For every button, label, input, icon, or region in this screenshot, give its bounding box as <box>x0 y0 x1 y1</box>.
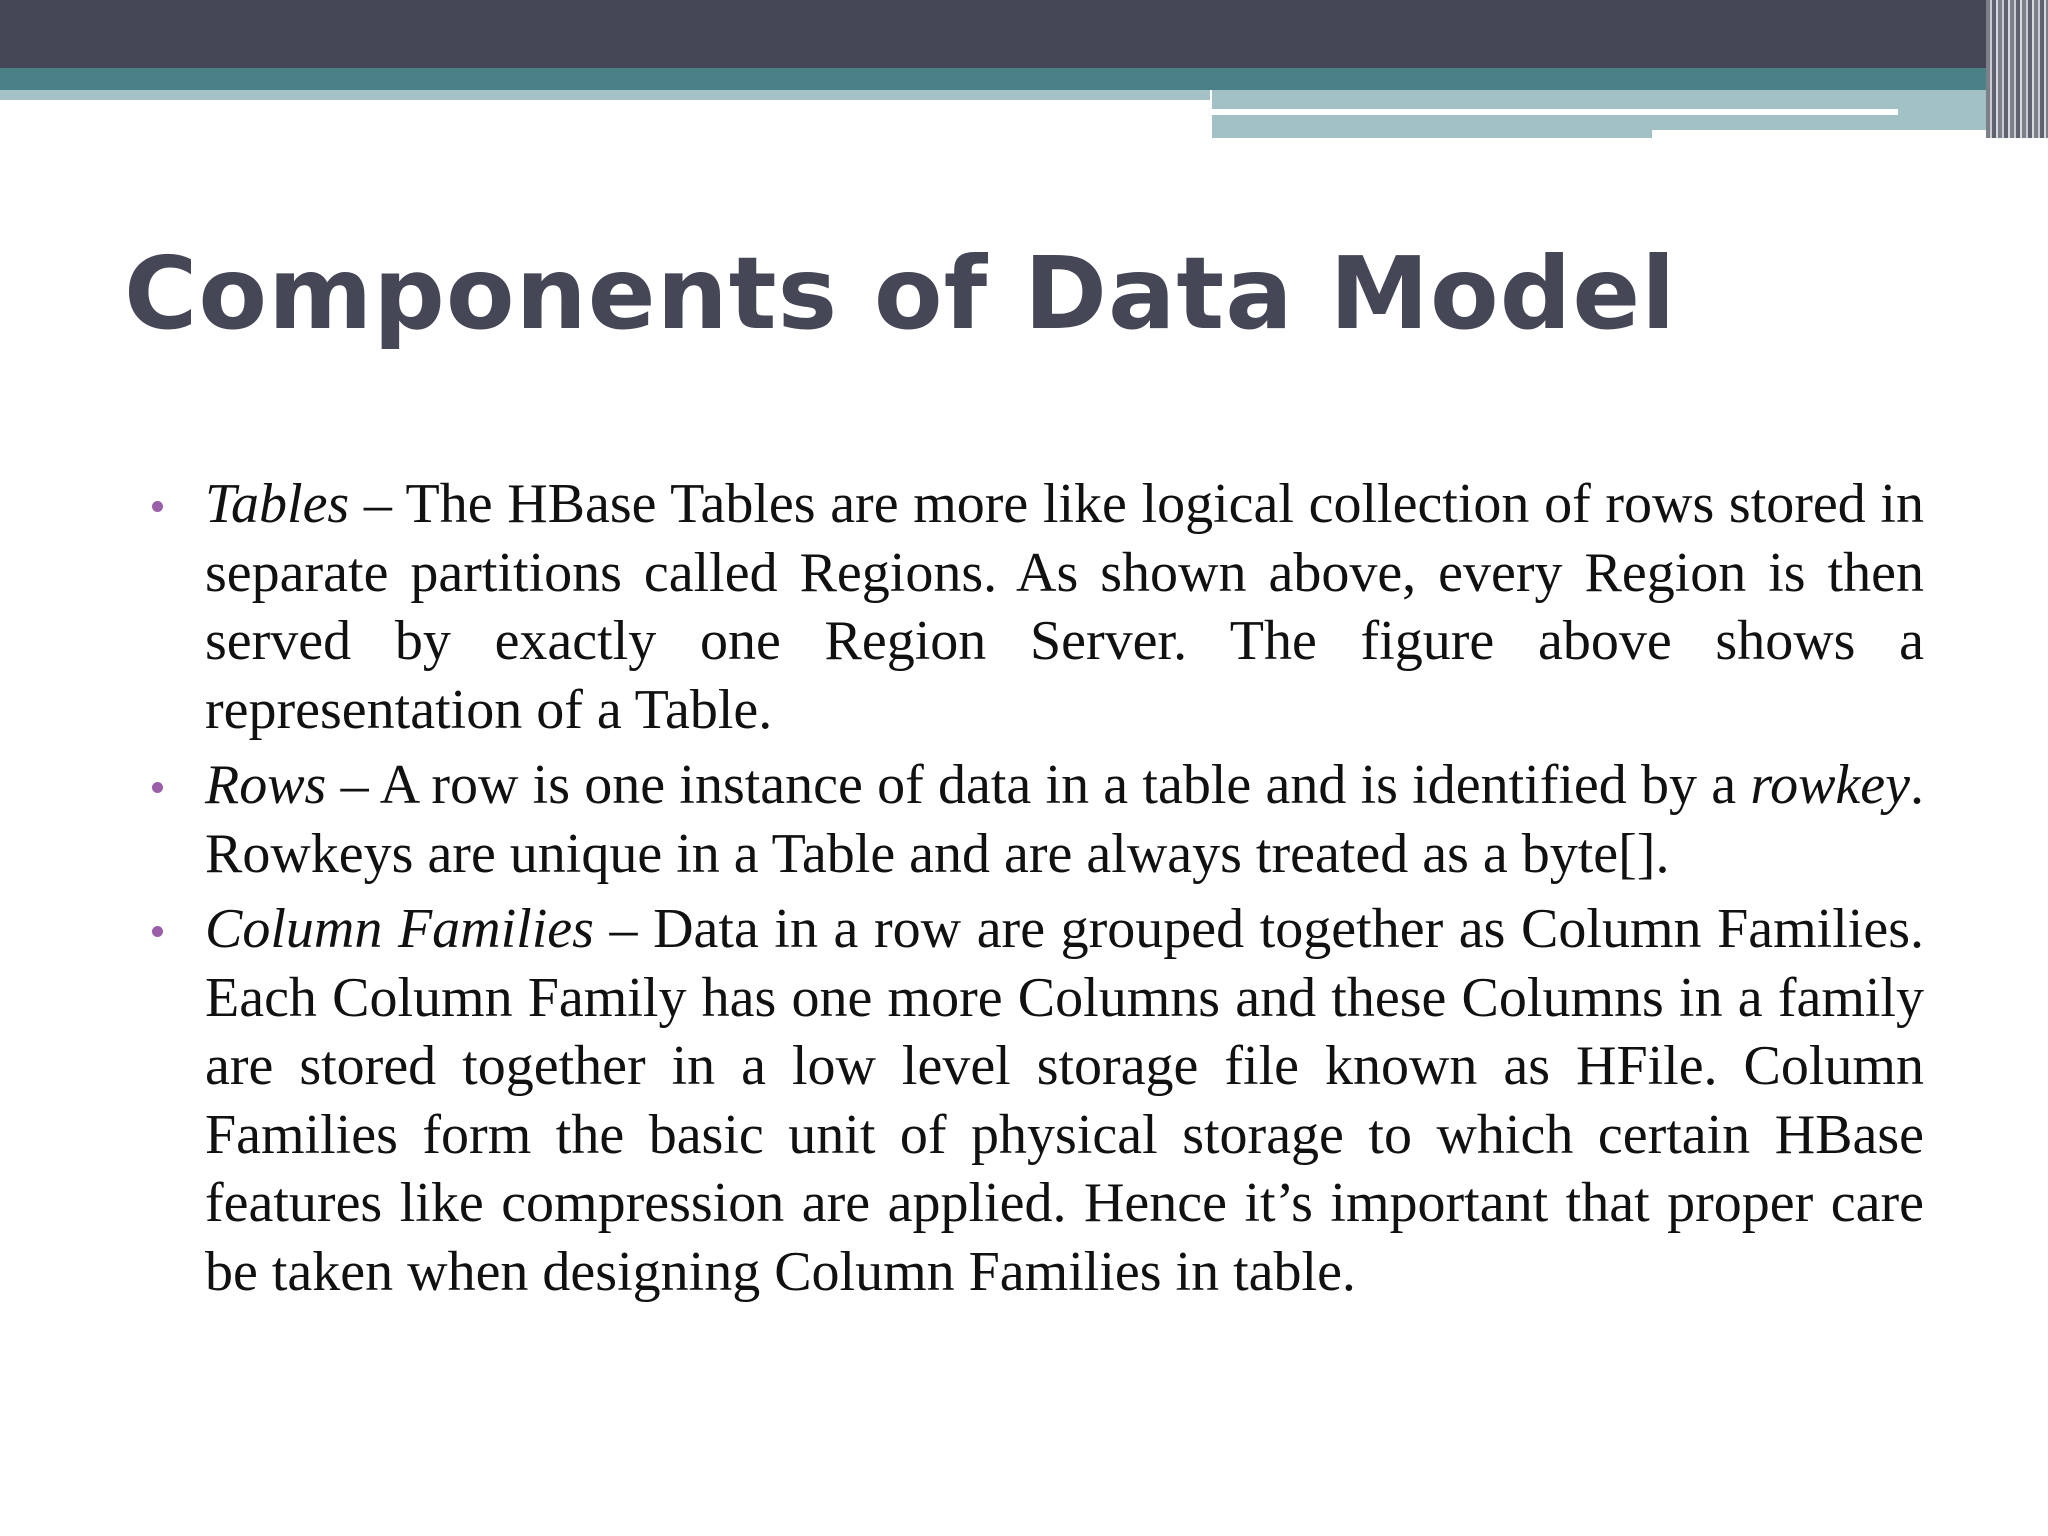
term-column-families: Column Families <box>205 898 594 960</box>
bullet-column-families <box>140 895 1924 1306</box>
bullet-rows <box>140 751 1924 888</box>
bullet-icon <box>152 501 163 512</box>
slide-title: Components of Data Model <box>124 235 1677 352</box>
bullet-icon <box>152 926 163 937</box>
bullet-text: – The HBase Tables are more like logical collection of rows stored in separate partitions called Regions. As shown above, every Region is then served by exactly one Region Server. The figure above shows a representation of a Table. <box>205 473 1924 741</box>
term-tables: Tables <box>205 473 350 535</box>
bullet-list <box>140 470 1924 1313</box>
header-banner-teal <box>0 68 2048 90</box>
header-accent-line <box>1212 109 1898 115</box>
header-banner-light-left <box>0 90 1210 100</box>
bullet-icon <box>152 782 163 793</box>
header-banner-dark <box>0 0 2048 68</box>
term-rows: Rows <box>205 754 327 816</box>
bullet-text: – Data in a row are grouped together as Column Families. Each Column Family has one more Columns and these Columns in a family are stored together in a low level storage file known as HFile. Column Families form the basic unit of physical storage to which certain HBase features like compression are applied. Hence it’s important that proper care be taken when designing Column Families in table. <box>205 898 1924 1303</box>
bullet-tables <box>140 470 1924 744</box>
header-stripes-decoration <box>1986 0 2048 138</box>
bullet-text: . Rowkeys are unique in a Table and are always treated as a byte[]. <box>205 754 1924 885</box>
bullet-text: – A row is one instance of data in a table and is identified by a <box>326 754 1751 816</box>
rowkey-term: rowkey <box>1750 754 1910 816</box>
